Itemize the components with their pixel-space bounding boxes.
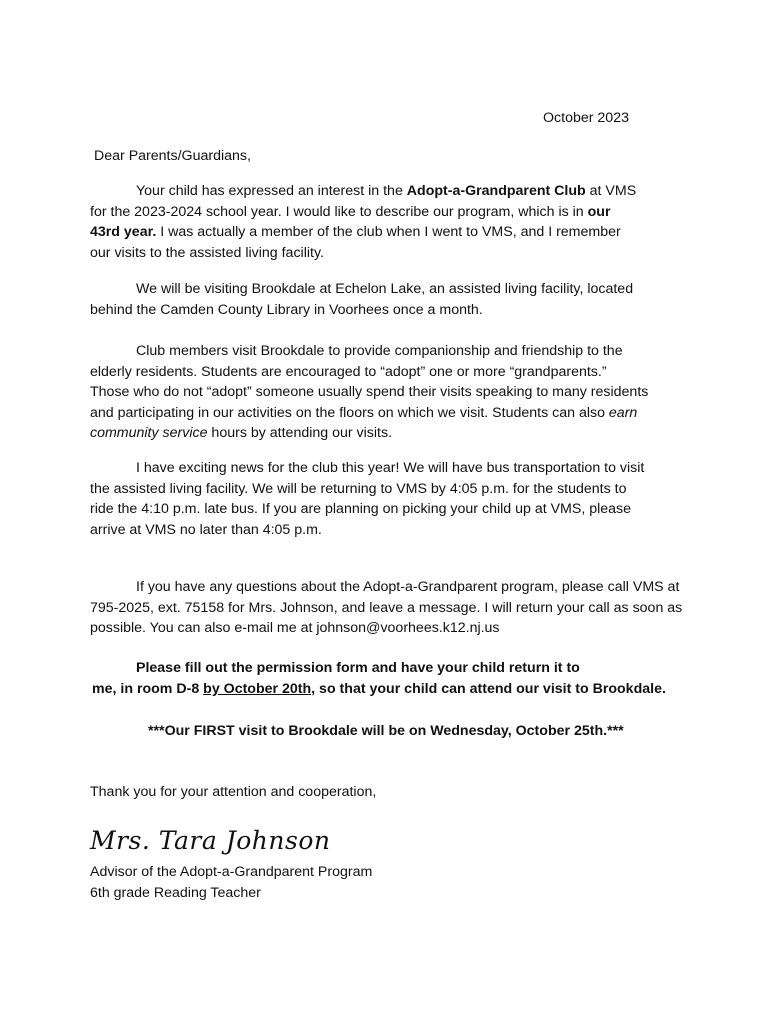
paragraph-line bbox=[90, 222, 690, 243]
salutation: Dear Parents/Guardians, bbox=[94, 148, 251, 164]
paragraph-contact bbox=[90, 577, 730, 639]
paragraph-line: We will be visiting Brookdale at Echelon Lake, an assisted living facility, located bbox=[136, 281, 634, 297]
text-run: hours by attending our visits. bbox=[207, 425, 393, 442]
paragraph-line: the assisted living facility. We will be returning to VMS by 4:05 p.m. for the students to bbox=[90, 480, 627, 497]
paragraph-line: arrive at VMS no later than 4:05 p.m. bbox=[90, 521, 322, 538]
italic-text: community service bbox=[90, 425, 208, 442]
paragraph-bus bbox=[90, 458, 690, 540]
deadline-underlined: by October 20th bbox=[203, 680, 312, 697]
signer-role: 6th grade Reading Teacher bbox=[90, 885, 261, 901]
first-visit-notice: ***Our FIRST visit to Brookdale will be on Wednesday, October 25th.*** bbox=[148, 723, 624, 739]
text-run: at VMS bbox=[585, 183, 637, 199]
paragraph-line bbox=[90, 202, 690, 223]
paragraph-line: 795-2025, ext. 75158 for Mrs. Johnson, and leave a message. I will return your call as soon as bbox=[90, 599, 683, 616]
text-run: me, in room D-8 bbox=[92, 680, 204, 697]
year-count-bold: 43rd year. bbox=[90, 224, 157, 241]
paragraph-line: If you have any questions about the Adopt-a-Grandparent program, please call VMS at bbox=[136, 579, 680, 595]
paragraph-line bbox=[90, 181, 690, 202]
text-run: , so that your child can attend our visit to Brookdale. bbox=[311, 680, 666, 697]
paragraph-line bbox=[90, 423, 690, 444]
text-run: and participating in our activities on the floors on which we visit. Students can also bbox=[90, 404, 609, 421]
handwritten-signature: Mrs. Tara Johnson bbox=[90, 826, 331, 855]
paragraph-intro bbox=[90, 181, 690, 263]
paragraph-permission bbox=[92, 658, 732, 699]
signer-title: Advisor of the Adopt-a-Grandparent Program bbox=[90, 864, 373, 880]
bold-text: our bbox=[587, 203, 611, 220]
italic-text: earn bbox=[608, 404, 638, 421]
paragraph-line: I have exciting news for the club this year! We will have bus transportation to visit bbox=[136, 460, 645, 476]
paragraph-line: ride the 4:10 p.m. late bus. If you are planning on picking your child up at VMS, please bbox=[90, 501, 632, 518]
paragraph-line: possible. You can also e-mail me at johnson@voorhees.k12.nj.us bbox=[90, 620, 500, 637]
closing-line: Thank you for your attention and cooperation, bbox=[90, 784, 377, 800]
paragraph-line: our visits to the assisted living facility. bbox=[90, 244, 324, 261]
paragraph-line bbox=[90, 403, 690, 424]
letter-date: October 2023 bbox=[543, 110, 629, 126]
text-run: for the 2023-2024 school year. I would like to describe our program, which is in bbox=[90, 203, 588, 220]
paragraph-activities bbox=[90, 341, 690, 444]
paragraph-line: Those who do not “adopt” someone usually spend their visits speaking to many residents bbox=[90, 384, 649, 401]
paragraph-line: Club members visit Brookdale to provide companionship and friendship to the bbox=[136, 343, 623, 359]
paragraph-line: behind the Camden County Library in Voorhees once a month. bbox=[90, 301, 483, 318]
text-run: Your child has expressed an interest in the bbox=[136, 183, 407, 199]
paragraph-line: elderly residents. Students are encouraged to “adopt” one or more “grandparents.” bbox=[90, 363, 607, 380]
club-name-bold: Adopt-a-Grandparent Club bbox=[406, 183, 586, 199]
text-run: I was actually a member of the club when I went to VMS, and I remember bbox=[156, 224, 621, 241]
paragraph-location bbox=[90, 279, 690, 320]
paragraph-line: Please fill out the permission form and have your child return it to bbox=[136, 660, 580, 676]
paragraph-line bbox=[92, 679, 732, 700]
